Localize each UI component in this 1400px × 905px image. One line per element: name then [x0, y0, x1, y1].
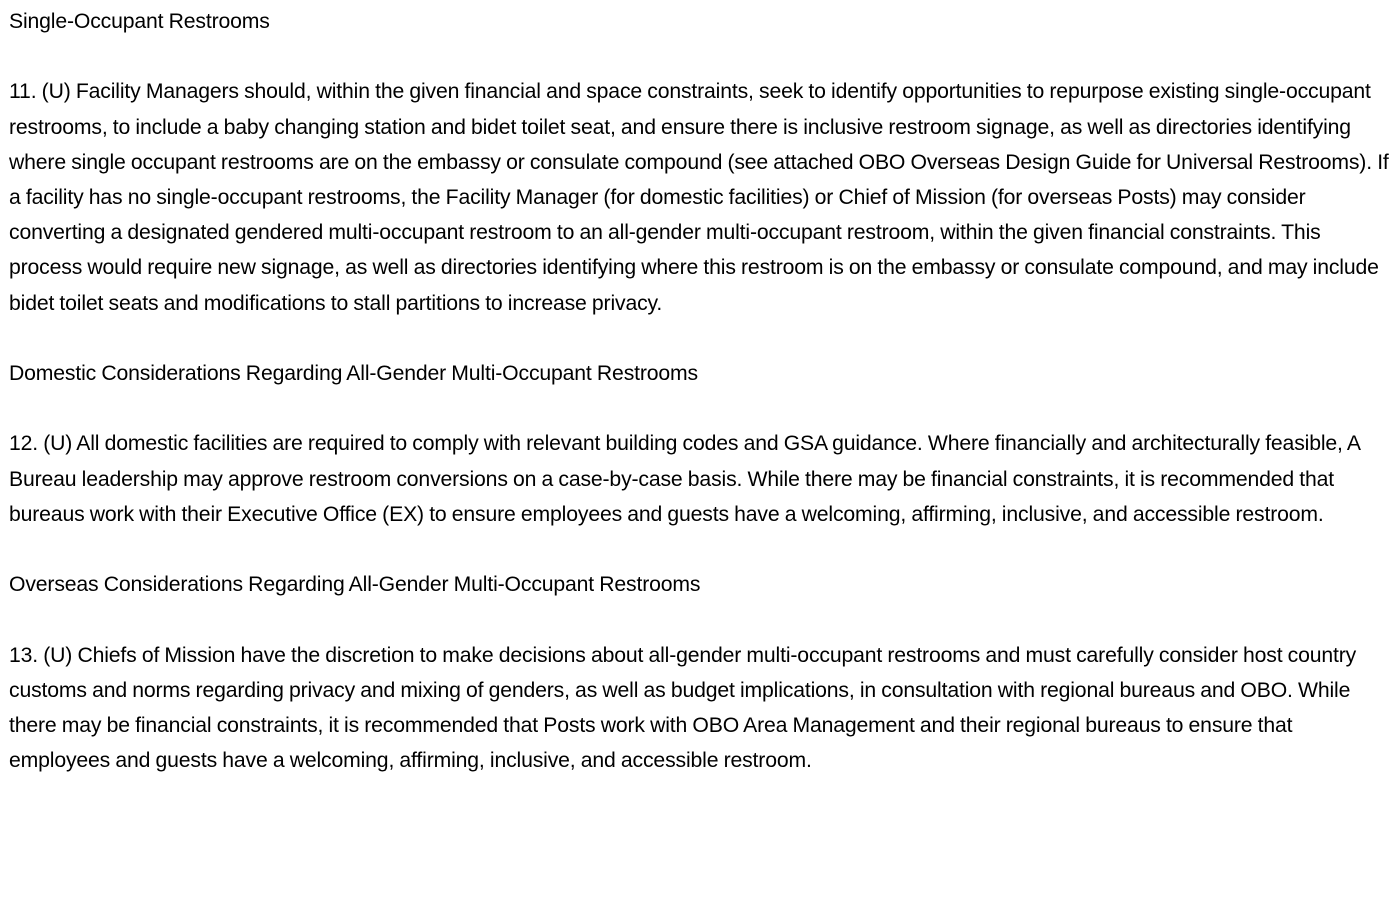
section-heading-domestic: Domestic Considerations Regarding All-Gender Multi-Occupant Restrooms — [9, 362, 698, 385]
spacer — [9, 532, 1391, 567]
spacer — [9, 391, 1391, 426]
spacer — [9, 602, 1391, 637]
paragraph-12: 12. (U) All domestic facilities are required to comply with relevant building codes and GSA guidance. Where financially and architecturally feasible, A Bureau leadership may approve restroom conversions on a case-by-case basis. While there may be financial constraints, it is recommended that bureaus work with their Executive Office (EX) to ensure employees and guests have a welcoming, affirming, inclusive, and accessible restroom. — [9, 432, 1360, 526]
paragraph-11: 11. (U) Facility Managers should, within the given financial and space constraints, seek to identify opportunities to repurpose existing single-occupant restrooms, to include a baby changing station and bidet toilet seat, and ensure there is inclusive restroom signage, as well as directories identifying where single occupant restrooms are on the embassy or consulate compound (see attached OBO Overseas Design Guide for Universal Restrooms). If a facility has no single-occupant restrooms, the Facility Manager (for domestic facilities) or Chief of Mission (for overseas Posts) may consider converting a designated gendered multi-occupant restroom to an all-gender multi-occupant restroom, within the given financial constraints. This process would require new signage, as well as directories identifying where this restroom is on the embassy or consulate compound, and may include bidet toilet seats and modifications to stall partitions to increase privacy. — [9, 80, 1389, 315]
spacer — [9, 39, 1391, 74]
section-heading-single-occupant: Single-Occupant Restrooms — [9, 10, 270, 33]
spacer — [9, 321, 1391, 356]
paragraph-13: 13. (U) Chiefs of Mission have the discretion to make decisions about all-gender multi-occupant restrooms and must carefully consider host country customs and norms regarding privacy and mixing of genders, as well as budget implications, in consultation with regional bureaus and OBO. While there may be financial constraints, it is recommended that Posts work with OBO Area Management and their regional bureaus to ensure that employees and guests have a welcoming, affirming, inclusive, and accessible restroom. — [9, 643, 1357, 773]
section-heading-overseas: Overseas Considerations Regarding All-Gender Multi-Occupant Restrooms — [9, 573, 701, 597]
